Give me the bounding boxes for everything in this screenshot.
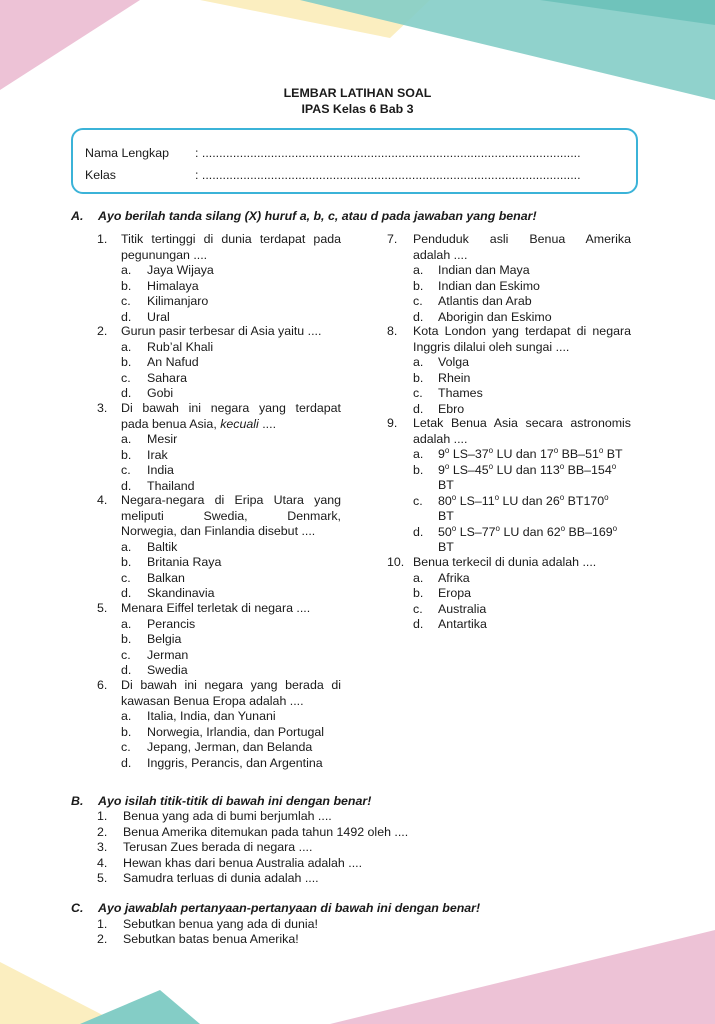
option-b[interactable]: b. Indian dan Eskimo — [413, 278, 540, 293]
question-stem-line2: kawasan Benua Eropa adalah .... — [121, 693, 304, 708]
option-b[interactable]: b. Irak — [121, 447, 168, 462]
option-d[interactable]: d. Gobi — [121, 386, 174, 400]
option-c[interactable]: c. Kilimanjaro — [121, 294, 209, 308]
question-stem: Kota London yang terdapat di negara — [413, 324, 631, 338]
class-row — [85, 168, 624, 184]
option-a[interactable]: a. 9$^o$ LS–37$^o$ LU dan 17$^o$ BB–51$^o$ BT — [413, 445, 623, 461]
question-number: 3. — [97, 401, 108, 415]
option-c[interactable]: c. Balkan — [121, 570, 185, 585]
question-stem-line2: meliputi Swedia, Denmark, — [121, 508, 341, 523]
options — [387, 571, 631, 633]
options — [97, 263, 341, 325]
question-stem: Gurun pasir terbesar di Asia yaitu .... — [121, 324, 322, 338]
option-a[interactable]: a. Italia, India, dan Yunani — [121, 709, 276, 723]
question-number: 2. — [97, 324, 108, 338]
options — [97, 432, 341, 494]
option-c[interactable]: c. Atlantis dan Arab — [413, 294, 532, 308]
question-7 — [387, 232, 631, 325]
question-stem-line2: adalah .... — [413, 431, 468, 446]
option-c[interactable]: c. India — [121, 463, 174, 477]
question-number: 7. — [387, 232, 398, 246]
option-a[interactable]: a. Volga — [413, 355, 470, 369]
name-field[interactable]: : .............................................................................................................. — [195, 146, 581, 160]
options — [97, 617, 341, 679]
option-a[interactable]: a. Perancis — [121, 616, 196, 631]
option-d[interactable]: d. Thailand — [121, 478, 195, 493]
options — [97, 709, 341, 771]
option-b[interactable]: b. Eropa — [413, 586, 472, 600]
question-2 — [97, 324, 341, 402]
question-5 — [97, 601, 341, 679]
section-b-letter: B. — [71, 794, 84, 808]
option-b[interactable]: b. An Nafud — [121, 355, 199, 369]
option-d[interactable]: d. Skandinavia — [121, 586, 215, 600]
question-stem: Di bawah ini negara yang terdapat — [121, 401, 341, 415]
question-stem-line3: Norwegia, dan Finlandia disebut .... — [121, 524, 316, 538]
option-a[interactable]: a. Baltik — [121, 539, 178, 554]
question-stem: Penduduk asli Benua Amerika — [413, 232, 631, 246]
class-field[interactable]: : .............................................................................................................. — [195, 168, 581, 182]
option-c[interactable]: c. 80$^o$ LS–11$^o$ LU dan 26$^o$ BT170$^o$ BT — [413, 492, 609, 523]
section-c-heading — [71, 901, 671, 917]
option-c[interactable]: c. Sahara — [121, 370, 187, 385]
worksheet-page: LEMBAR LATIHAN SOAL IPAS Kelas 6 Bab 3 Nama Lengkap : .............................................................................................................. Kelas : .............................................................................................................. A. Ayo berilah tanda silang (X) huruf a, b, c, atau d pada jawaban yang benar! 1. Titik tertinggi di dunia terdapat pada pegunungan .... a. Jaya Wijaya b. Himalaya c. Kilimanjaro d. Ural 2. Gurun pasir terbesar di Asia yaitu .... a. Rub’al Khali b. An Nafud c. Sahara d. Gobi 3. Di bawah ini negara yang terdapat pada benua Asia, kecuali .... a. Mesir b. Irak c. India d. Thailand 4. Negara-negara di Eripa Utara yang meliputi Swedia, Denmark, Norwegia, dan Finlandia disebut .... a. Baltik b. Britania Raya c. Balkan d. Skandinavia 5. Menara Eiffel terletak di negara .... a. Perancis b. Belgia c. Jerman d. Swedia 6. Di bawah ini negara yang berada di kawasan Benua Eropa adalah .... a. Italia, India, dan Yunani b. Norwegia, Irlandia, dan Portugal c. Jepang, Jerman, dan Belanda d. Inggris, Perancis, dan Argentina 7. Penduduk asli Benua Amerika adalah .... a. Indian dan Maya b. Indian dan Eskimo c. Atlantis dan Arab d. Aborigin dan Eskimo 8. Kota London yang terdapat di negara Inggris dilalui oleh sungai .... a. Volga b. Rhein c. Thames d. Ebro 9. Letak Benua Asia secara astronomis adalah .... a. 9$^o$ LS–37$^o$ LU dan 17$^o$ BB–51$^o$ BT b. 9$^o$ LS–45$^o$ LU dan 113$^o$ BB–154$^o$ BT c. 80$^o$ LS–11$^o$ LU dan 26$^o$ BT170$^o$ BT d. 50$^o$ LS–77$^o$ LU dan 62$^o$ BB–169$^o$ BT 10. Benua terkecil di dunia adalah .... a. Afrika b. Eropa c. Australia d. Antartika B. Ayo isilah titik-titik di bawah ini dengan benar! 1. Benua yang ada di bumi berjumlah .... 2. Benua Amerika ditemukan pada tahun 1492 oleh .... 3. Terusan Zues berada di negara .... 4. Hewan khas dari benua Australia adalah .... 5. Samudra terluas di dunia adalah .... C. Ayo jawablah pertanyaan-pertanyaan di bawah ini dengan benar! 1. Sebutkan benua yang ada di dunia! 2. Sebutkan batas benua Amerika! — [0, 0, 715, 1024]
option-b[interactable]: b. Belgia — [121, 632, 182, 646]
options — [97, 540, 341, 602]
section-c-letter: C. — [71, 901, 84, 915]
option-d[interactable]: d. Swedia — [121, 663, 188, 677]
question-stem-line2: pegunungan .... — [121, 247, 208, 262]
question-10 — [387, 555, 631, 633]
option-a[interactable]: a. Afrika — [413, 570, 470, 585]
section-a-letter: A. — [71, 209, 84, 223]
question-1 — [97, 232, 341, 325]
question-stem-line2: Inggris dilalui oleh sungai .... — [413, 339, 570, 354]
question-8 — [387, 324, 631, 417]
question-stem-line2: pada benua Asia, kecuali .... — [121, 416, 277, 431]
question-number: 6. — [97, 678, 108, 692]
identity-box — [71, 128, 638, 194]
question-stem: Di bawah ini negara yang berada di — [121, 678, 341, 692]
question-number: 4. — [97, 493, 108, 507]
options — [387, 263, 631, 325]
section-a-instruction: Ayo berilah tanda silang (X) huruf a, b, c, atau d pada jawaban yang benar! — [98, 209, 537, 223]
options — [97, 340, 341, 402]
options — [387, 447, 631, 556]
class-label: Kelas — [85, 168, 116, 182]
question-number: 8. — [387, 324, 398, 338]
option-b[interactable]: b. Himalaya — [121, 278, 199, 293]
question-number: 1. — [97, 232, 108, 246]
question-stem: Titik tertinggi di dunia terdapat pada — [121, 232, 341, 246]
option-b[interactable]: b. Rhein — [413, 370, 471, 385]
option-d[interactable]: d. Ebro — [413, 401, 465, 416]
question-3 — [97, 401, 341, 494]
option-a[interactable]: a. Mesir — [121, 432, 178, 446]
option-a[interactable]: a. Jaya Wijaya — [121, 263, 214, 277]
question-number: 9. — [387, 416, 398, 430]
option-a[interactable]: a. Indian dan Maya — [413, 263, 530, 277]
question-stem: Menara Eiffel terletak di negara .... — [121, 601, 311, 615]
option-a[interactable]: a. Rub’al Khali — [121, 339, 214, 354]
name-row — [85, 146, 624, 162]
option-c[interactable]: c. Thames — [413, 386, 483, 400]
option-b[interactable]: b. Britania Raya — [121, 555, 222, 569]
worksheet-title: LEMBAR LATIHAN SOAL — [283, 86, 432, 100]
section-b-instruction: Ayo isilah titik-titik di bawah ini dengan benar! — [98, 794, 372, 808]
option-c[interactable]: c. Australia — [413, 601, 487, 616]
name-label: Nama Lengkap — [85, 146, 170, 160]
question-6 — [97, 678, 341, 771]
option-c[interactable]: c. Jerman — [121, 647, 189, 662]
section-a-heading — [71, 209, 671, 225]
question-stem-line2: adalah .... — [413, 247, 468, 262]
option-b[interactable]: b. Norwegia, Irlandia, dan Portugal — [121, 724, 325, 739]
options — [387, 355, 631, 417]
option-c[interactable]: c. Jepang, Jerman, dan Belanda — [121, 740, 313, 754]
worksheet-subtitle: IPAS Kelas 6 Bab 3 — [301, 102, 414, 116]
section-c-instruction: Ayo jawablah pertanyaan-pertanyaan di bawah ini dengan benar! — [98, 901, 481, 915]
question-stem: Negara-negara di Eripa Utara yang — [121, 493, 341, 507]
question-stem: Letak Benua Asia secara astronomis — [413, 416, 631, 430]
question-number: 10. — [387, 555, 405, 569]
option-d[interactable]: d. 50$^o$ LS–77$^o$ LU dan 62$^o$ BB–169$^o$ BT — [413, 523, 618, 554]
option-d[interactable]: d. Inggris, Perancis, dan Argentina — [121, 755, 323, 770]
question-number: 5. — [97, 601, 108, 615]
option-b[interactable]: b. 9$^o$ LS–45$^o$ LU dan 113$^o$ BB–154$^o$ BT — [413, 461, 617, 492]
question-4 — [97, 493, 341, 602]
option-d[interactable]: d. Aborigin dan Eskimo — [413, 309, 552, 324]
section-b-heading — [71, 794, 671, 810]
question-stem: Benua terkecil di dunia adalah .... — [413, 555, 597, 569]
option-d[interactable]: d. Antartika — [413, 617, 487, 631]
question-9 — [387, 416, 631, 556]
option-d[interactable]: d. Ural — [121, 309, 170, 324]
